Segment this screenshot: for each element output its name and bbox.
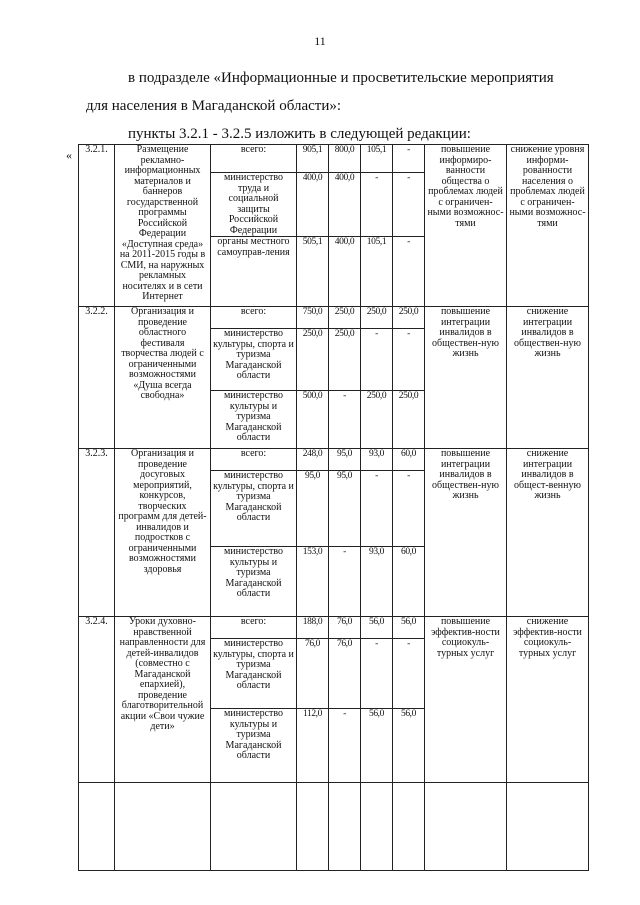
empty-cell <box>211 783 297 871</box>
value-year-2: 105,1 <box>361 237 393 307</box>
value-year-3: - <box>393 329 425 391</box>
funding-source: всего: <box>211 145 297 173</box>
empty-cell <box>329 783 361 871</box>
value-year-3: - <box>393 173 425 237</box>
value-year-3: - <box>393 145 425 173</box>
intro-line-3: пункты 3.2.1 - 3.2.5 изложить в следующей редакции: <box>128 126 471 142</box>
value-year-1: 400,0 <box>329 237 361 307</box>
value-total: 112,0 <box>297 709 329 783</box>
value-year-2: 105,1 <box>361 145 393 173</box>
value-year-1: 95,0 <box>329 471 361 547</box>
table-row <box>79 449 589 471</box>
open-quote: « <box>66 148 72 162</box>
funding-source: всего: <box>211 449 297 471</box>
funding-source: министерство культуры, спорта и туризма Магаданской области <box>211 471 297 547</box>
value-year-3: 56,0 <box>393 617 425 639</box>
funding-source: министерство культуры и туризма Магаданской области <box>211 547 297 617</box>
section-title: Уроки духовно-нравственной направленности для детей-инвалидов (совместно с Магаданской епархией), проведение благотворительной акции «Свои чужие дети» <box>115 617 211 783</box>
empty-cell <box>115 783 211 871</box>
expected-result: повышение эффектив-ности социокуль-турных услуг <box>425 617 507 783</box>
empty-cell <box>297 783 329 871</box>
value-year-2: 93,0 <box>361 547 393 617</box>
funding-source: министерство культуры, спорта и туризма Магаданской области <box>211 329 297 391</box>
value-year-3: 250,0 <box>393 307 425 329</box>
value-year-3: 60,0 <box>393 449 425 471</box>
value-year-2: 56,0 <box>361 709 393 783</box>
table-row <box>79 145 589 173</box>
funding-source: всего: <box>211 617 297 639</box>
value-year-3: 250,0 <box>393 391 425 449</box>
intro-line-2: для населения в Магаданской области»: <box>86 98 342 114</box>
table-row <box>79 307 589 329</box>
funding-source: всего: <box>211 307 297 329</box>
page-number: 11 <box>314 34 326 48</box>
expected-result: повышение интеграции инвалидов в обществен-ную жизнь <box>425 449 507 617</box>
empty-cell <box>507 783 589 871</box>
value-year-3: 56,0 <box>393 709 425 783</box>
value-year-2: 250,0 <box>361 307 393 329</box>
section-title: Организация и проведение областного фестиваля творчества людей с ограниченными возможностями «Душа всегда свободна» <box>115 307 211 449</box>
value-year-1: 76,0 <box>329 617 361 639</box>
indicator-impact: снижение эффектив-ности социокуль-турных услуг <box>507 617 589 783</box>
table-row-empty <box>79 783 589 871</box>
value-total: 400,0 <box>297 173 329 237</box>
value-year-3: 60,0 <box>393 547 425 617</box>
value-total: 505,1 <box>297 237 329 307</box>
value-year-2: - <box>361 329 393 391</box>
section-number: 3.2.4. <box>79 617 115 783</box>
expected-result: повышение интеграции инвалидов в обществен-ную жизнь <box>425 307 507 449</box>
value-year-1: 76,0 <box>329 639 361 709</box>
value-year-1: 250,0 <box>329 329 361 391</box>
measures-table <box>78 144 589 871</box>
value-year-3: - <box>393 237 425 307</box>
value-total: 95,0 <box>297 471 329 547</box>
value-total: 153,0 <box>297 547 329 617</box>
empty-cell <box>361 783 393 871</box>
value-total: 905,1 <box>297 145 329 173</box>
value-year-1: - <box>329 391 361 449</box>
value-year-1: 400,0 <box>329 173 361 237</box>
value-total: 76,0 <box>297 639 329 709</box>
value-year-2: - <box>361 173 393 237</box>
section-number: 3.2.3. <box>79 449 115 617</box>
funding-source: министерство культуры и туризма Магаданской области <box>211 709 297 783</box>
empty-cell <box>79 783 115 871</box>
value-year-2: - <box>361 639 393 709</box>
value-year-1: - <box>329 547 361 617</box>
section-title: Организация и проведение досуговых мероприятий, конкурсов, творческих программ для детей-инвалидов и подростков с ограниченными возможностями здоровья <box>115 449 211 617</box>
value-year-1: 95,0 <box>329 449 361 471</box>
value-year-1: 250,0 <box>329 307 361 329</box>
section-number: 3.2.2. <box>79 307 115 449</box>
value-year-1: 800,0 <box>329 145 361 173</box>
value-year-2: 56,0 <box>361 617 393 639</box>
section-title: Размещение рекламно-информационных материалов и баннеров государственной программы Российской Федерации «Доступная среда» на 2011-2015 годы в СМИ, на наружных рекламных носителях и в сети Интернет <box>115 145 211 307</box>
value-total: 250,0 <box>297 329 329 391</box>
indicator-impact: снижение интеграции инвалидов в общест-венную жизнь <box>507 449 589 617</box>
value-year-1: - <box>329 709 361 783</box>
funding-source: министерство культуры, спорта и туризма Магаданской области <box>211 639 297 709</box>
value-year-3: - <box>393 471 425 547</box>
table-row <box>79 617 589 639</box>
empty-cell <box>393 783 425 871</box>
value-total: 248,0 <box>297 449 329 471</box>
indicator-impact: снижение уровня информи-рованности населения о проблемах людей с ограничен-ными возможнос-тями <box>507 145 589 307</box>
value-total: 188,0 <box>297 617 329 639</box>
funding-source: органы местного самоуправ-ления <box>211 237 297 307</box>
funding-source: министерство культуры и туризма Магаданской области <box>211 391 297 449</box>
expected-result: повышение информиро-ванности общества о проблемах людей с ограничен-ными возможнос-тями <box>425 145 507 307</box>
value-year-2: 250,0 <box>361 391 393 449</box>
indicator-impact: снижение интеграции инвалидов в обществен-ную жизнь <box>507 307 589 449</box>
value-year-2: 93,0 <box>361 449 393 471</box>
value-total: 500,0 <box>297 391 329 449</box>
intro-line-1: в подразделе «Информационные и просветительские мероприятия <box>128 70 554 86</box>
value-year-2: - <box>361 471 393 547</box>
funding-source: министерство труда и социальной защиты Российской Федерации <box>211 173 297 237</box>
section-number: 3.2.1. <box>79 145 115 307</box>
value-year-3: - <box>393 639 425 709</box>
empty-cell <box>425 783 507 871</box>
value-total: 750,0 <box>297 307 329 329</box>
